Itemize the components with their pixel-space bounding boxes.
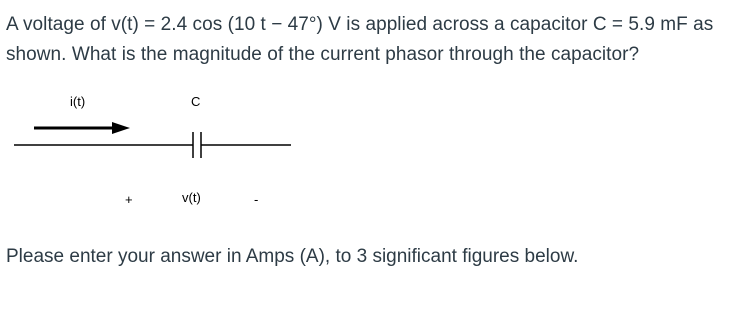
plus-label: +	[125, 192, 133, 207]
current-arrow-icon	[34, 122, 130, 134]
capacitor-circuit-diagram	[0, 88, 320, 218]
instruction-text: Please enter your answer in Amps (A), to 3 significant figures below.	[6, 246, 579, 267]
capacitor-label: C	[191, 94, 201, 109]
voltage-label: v(t)	[182, 190, 201, 205]
question-line-1: A voltage of v(t) = 2.4 cos (10 t − 47°) V is applied across a capacitor C = 5.9 mF as	[6, 14, 714, 35]
question-line-2: shown. What is the magnitude of the current phasor through the capacitor?	[6, 44, 640, 65]
minus-label: -	[254, 192, 259, 207]
question-text	[6, 10, 731, 70]
current-label: i(t)	[70, 94, 86, 109]
circuit-svg	[0, 88, 320, 218]
